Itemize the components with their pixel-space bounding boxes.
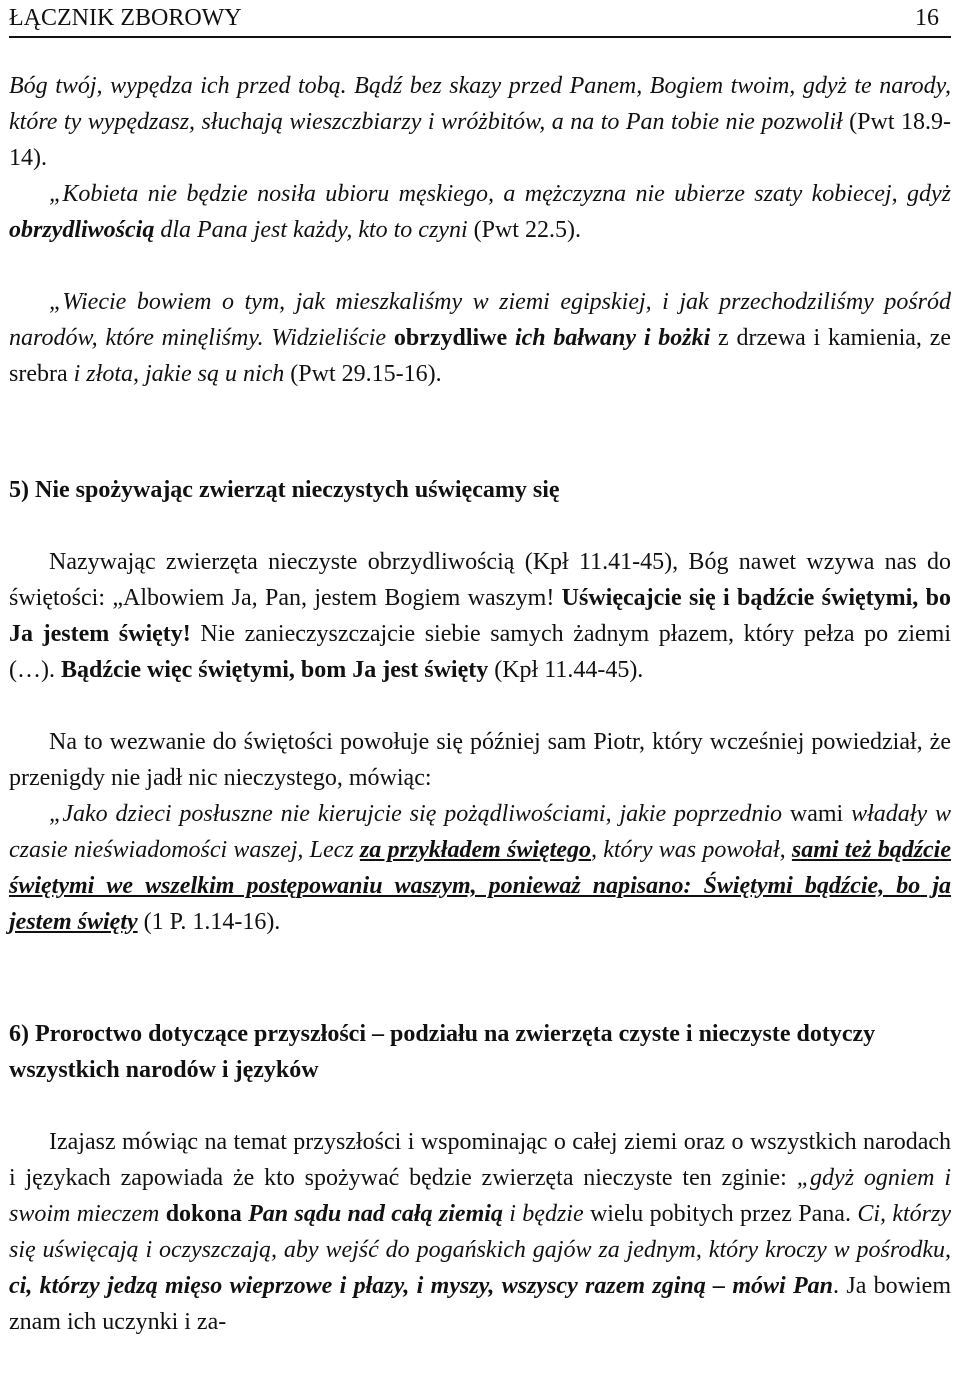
body-paragraph-5: Na to wezwanie do świętości powołuje się później sam Piotr, który wcześniej powiedział, że przenigdy nie jadł nic nieczystego, mówiąc: bbox=[9, 729, 951, 791]
body-paragraph-7: Izajasz mówiąc na temat przyszłości i wspominając o całej ziemi oraz o wszystkich narodach i językach zapowiada że kto spożywać będzie zwierzęta nieczyste ten zginie: „gdyż ogniem i swoim mieczem dokona Pan sądu nad całą ziemią i będzie wielu pobitych przez Pana. Ci, którzy się uświęcają i oczyszczają, aby wejść do pogańskich gajów za jednym, który kroczy w pośrodku, ci, którzy jedzą mięso wieprzowe i płazy, i myszy, wszyscy razem zginą – mówi Pan. Ja bowiem znam ich uczynki i za- bbox=[9, 1129, 952, 1335]
publication-title: ŁĄCZNIK ZBOROWY bbox=[9, 5, 242, 31]
body-paragraph-4: Nazywając zwierzęta nieczyste obrzydliwością (Kpł 11.41-45), Bóg nawet wzywa nas do świętości: „Albowiem Ja, Pan, jestem Bogiem waszym! Uświęcajcie się i bądźcie świętymi, bo Ja jestem święty! Nie zanieczyszczajcie siebie samych żadnym płazem, który pełza po ziemi (…). Bądźcie więc świętymi, bom Ja jest święty (Kpł 11.44-45). bbox=[9, 549, 951, 683]
section-heading-6: 6) Proroctwo dotyczące przyszłości – podziału na zwierzęta czyste i nieczyste dotyczy wszystkich narodów i języków bbox=[9, 1021, 876, 1083]
running-header bbox=[9, 0, 951, 38]
section-heading-5: 5) Nie spożywając zwierząt nieczystych uświęcamy się bbox=[9, 477, 560, 503]
quote-paragraph-1: Bóg twój, wypędza ich przed tobą. Bądź bez skazy przed Panem, Bogiem twoim, gdyż te narody, które ty wypędzasz, słuchają wieszczbiarzy i wróżbitów, a na to Pan tobie nie pozwolił (Pwt 18.9-14). bbox=[9, 73, 951, 171]
emphasis-obrzydliwoscia: obrzydliwością bbox=[9, 217, 155, 243]
quote-paragraph-2: „Kobieta nie będzie nosiła ubioru męskiego, a mężczyzna nie ubierze szaty kobiecej, gdyż obrzydliwością dla Pana jest każdy, kto to czyni (Pwt 22.5). bbox=[9, 181, 951, 243]
page-number: 16 bbox=[915, 5, 939, 31]
quote-paragraph-3: „Wiecie bowiem o tym, jak mieszkaliśmy w ziemi egipskiej, i jak przechodziliśmy pośród narodów, które minęliśmy. Widzieliście obrzydliwe ich bałwany i bożki z drzewa i kamienia, ze srebra i złota, jakie są u nich (Pwt 29.15-16). bbox=[9, 289, 952, 387]
quote-paragraph-6: „Jako dzieci posłuszne nie kierujcie się pożądliwościami, jakie poprzednio wami władały w czasie nieświadomości waszej, Lecz za przykładem świętego, który was powołał, sami też bądźcie świętymi we wszelkim postępowaniu waszym, ponieważ napisano: Świętymi bądźcie, bo ja jestem święty (1 P. 1.14-16). bbox=[9, 801, 952, 935]
